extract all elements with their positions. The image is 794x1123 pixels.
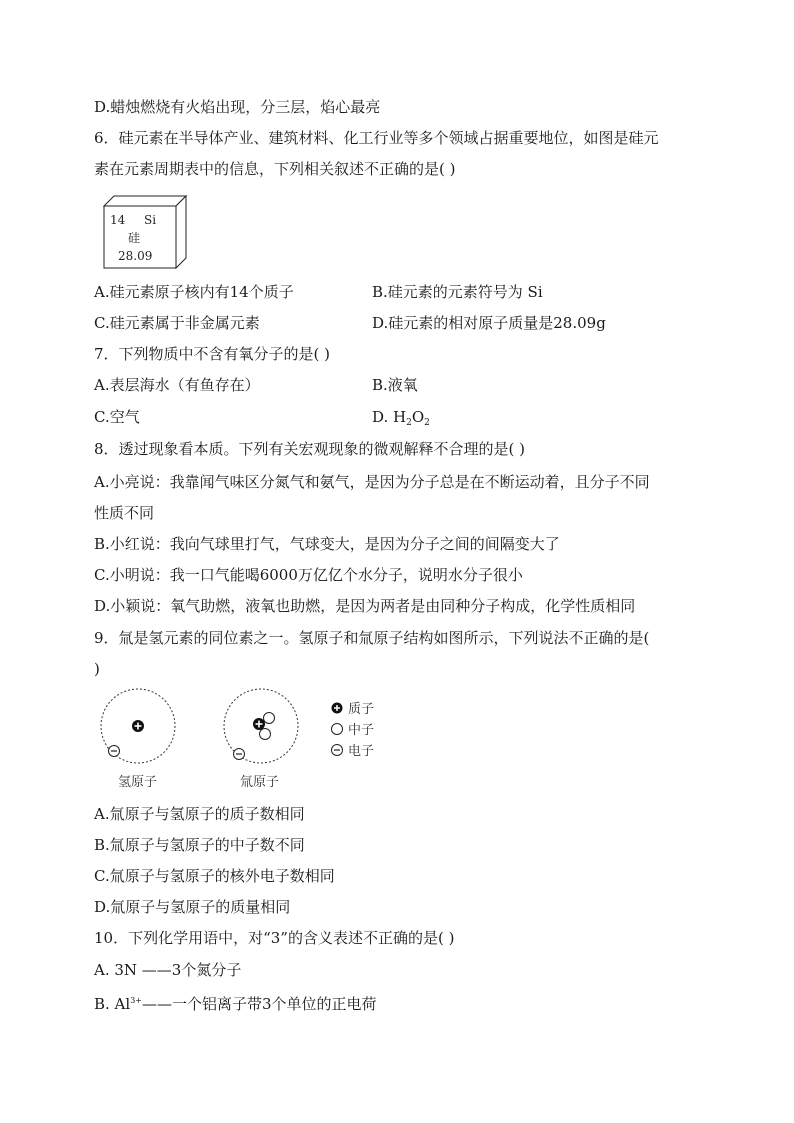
q8-option-a-line2: 性质不同: [94, 504, 155, 522]
tritium-atom-diagram: [224, 689, 298, 790]
tile-mass: 28.09: [118, 249, 153, 263]
q10-stem: 10．下列化学用语中，对“3”的含义表述不正确的是( ): [94, 929, 455, 947]
electron-icon: [234, 749, 245, 760]
proton-icon: [253, 718, 265, 730]
legend-proton-label: 质子: [348, 702, 375, 717]
hydrogen-atom-diagram: [101, 689, 175, 790]
q9-option-d: D.氚原子与氢原子的质量相同: [94, 898, 291, 916]
q8-option-a-line1: A.小亮说：我靠闻气味区分氮气和氨气，是因为分子总是在不断运动着，且分子不同: [94, 473, 650, 491]
q7-formula-sub1: 2: [406, 418, 412, 428]
q8-option-b: B.小红说：我向气球里打气，气球变大，是因为分子之间的间隔变大了: [94, 535, 560, 553]
q6-option-b: B.硅元素的元素符号为 Si: [372, 283, 543, 301]
q10-option-a: A. 3N ——3个氮分子: [94, 961, 242, 979]
q6-option-a: A.硅元素原子核内有14个质子: [94, 283, 294, 301]
q7-option-c: C.空气: [94, 408, 140, 426]
q9-option-a: A.氚原子与氢原子的质子数相同: [94, 805, 305, 823]
q7-stem: 7．下列物质中不含有氧分子的是( ): [94, 345, 331, 363]
q6-stem-line1: 6．硅元素在半导体产业、建筑材料、化工行业等多个领域占据重要地位，如图是硅元: [94, 129, 659, 147]
proton-icon: [132, 720, 144, 732]
q5-option-d: D.蜡烛燃烧有火焰出现，分三层，焰心最亮: [94, 98, 381, 116]
tile-atomic-number: 14: [110, 213, 126, 227]
q7-option-a: A.表层海水（有鱼存在）: [94, 376, 260, 394]
q7-formula-o: O: [411, 408, 425, 426]
q7-option-b: B.液氧: [372, 376, 418, 394]
q6-option-d: D.硅元素的相对原子质量是28.09g: [372, 314, 606, 332]
q9-stem-line2: ): [94, 660, 100, 678]
tile-symbol: Si: [144, 213, 157, 227]
q10-option-b-prefix: B. Al: [94, 995, 131, 1013]
legend-neutron-label: 中子: [348, 723, 375, 738]
hydrogen-atom-label: 氢原子: [118, 775, 158, 790]
atom-legend: [332, 702, 375, 759]
q8-stem: 8．透过现象看本质。下列有关宏观现象的微观解释不合理的是( ): [94, 440, 526, 458]
q10-option-b-charge: 3+: [130, 996, 142, 1005]
silicon-element-tile: [100, 194, 190, 270]
q6-option-c: C.硅元素属于非金属元素: [94, 314, 260, 332]
q10-option-b-text: ——一个铝离子带3个单位的正电荷: [142, 995, 377, 1013]
q7-option-d: [372, 407, 430, 433]
electron-icon: [109, 746, 120, 757]
q6-stem-line2: 素在元素周期表中的信息，下列相关叙述不正确的是( ): [94, 160, 456, 178]
legend-neutron-icon: [332, 724, 343, 735]
legend-electron-icon: [332, 745, 343, 756]
q8-option-c: C.小明说：我一口气能喝6000万亿亿个水分子，说明水分子很小: [94, 566, 523, 584]
q9-option-c: C.氚原子与氢原子的核外电子数相同: [94, 867, 335, 885]
neutron-icon: [260, 729, 271, 740]
q7-formula-sub2: 2: [424, 418, 430, 428]
q7-option-d-prefix: D.: [372, 408, 394, 426]
q9-stem-line1: 9．氚是氢元素的同位素之一。氢原子和氚原子结构如图所示，下列说法不正确的是(: [94, 629, 650, 647]
q8-option-d: D.小颖说：氧气助燃，液氧也助燃，是因为两者是由同种分子构成，化学性质相同: [94, 597, 636, 615]
q10-option-b: [94, 991, 377, 1014]
atom-structure-figure: [96, 686, 396, 794]
q7-formula-h: H: [393, 408, 407, 426]
q9-option-b: B.氚原子与氢原子的中子数不同: [94, 836, 305, 854]
legend-electron-label: 电子: [348, 744, 375, 759]
tritium-atom-label: 氚原子: [240, 775, 280, 790]
neutron-icon: [264, 713, 275, 724]
legend-proton-icon: [332, 703, 343, 714]
tile-name: 硅: [128, 231, 141, 245]
